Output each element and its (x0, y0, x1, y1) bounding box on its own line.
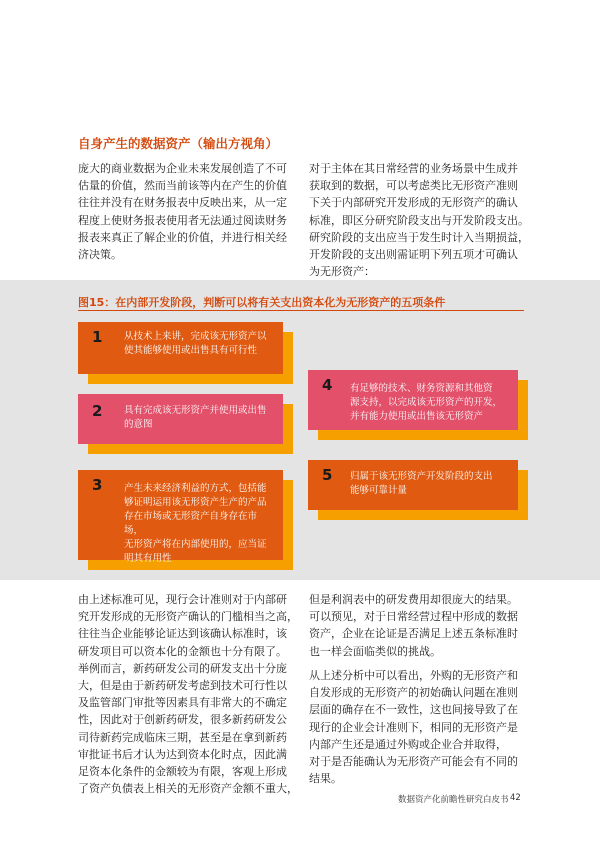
text-line: 为无形资产： (309, 265, 375, 279)
condition-text (124, 330, 271, 358)
condition-box-1 (78, 322, 283, 374)
left-column-bottom-paragraph (78, 591, 304, 797)
text-line: 审批证书后才认为达到资本化时点，因此满 (78, 747, 287, 761)
condition-box-2 (78, 394, 283, 444)
figure-title: 图15：在内部开发阶段，判断可以将有关支出资本化为无形资产的五项条件 (78, 296, 446, 309)
text-line: 举例而言，新药研发公司的研发支出十分庞 (78, 661, 287, 675)
section-heading: 自身产生的数据资产（输出方视角） (78, 136, 279, 151)
text-line: 但是利润表中的研发费用却很庞大的结果。 (309, 593, 518, 606)
text-line: 研发项目可以资本化的金额也十分有限了。 (78, 644, 287, 658)
text-line: 现行的企业会计准则下，相同的无形资产是 (309, 720, 518, 734)
text-line: 及监管部门审批等因素具有非常大的不确定 (78, 696, 287, 710)
text-line: 无形资产将在内部使用的，应当证 (124, 539, 267, 550)
text-line: 大，但是由于新药研发考虑到技术可行性以 (78, 679, 287, 693)
text-line: 够证明运用该无形资产生产的产品 (124, 497, 267, 508)
text-line: 内部产生还是通过外购或企业合并取得， (309, 737, 507, 751)
text-line: 司待新药完成临床三期，甚至是在拿到新药 (78, 730, 287, 744)
text-line: 源支持，以完成该无形资产的开发， (350, 397, 503, 408)
footer-title: 数据资产化前瞻性研究白皮书 (398, 795, 509, 805)
text-line: 产生未来经济利益的方式，包括能 (124, 483, 267, 494)
text-line: 获取到的数据，可以考虑类比无形资产准则 (309, 179, 518, 193)
text-line: 层面的确存在不一致性，这也间接导致了在 (309, 703, 518, 717)
condition-number: 3 (92, 476, 103, 494)
right-column-top-paragraph (309, 160, 535, 280)
text-line: 自发形成的无形资产的初始确认问题在准则 (309, 686, 518, 700)
text-line: 对于主体在其日常经营的业务场景中生成并 (309, 162, 518, 175)
text-line: 结果。 (309, 772, 342, 786)
text-line: 归属于该无形资产开发阶段的支出 (350, 471, 493, 482)
text-line: 也一样会面临类似的挑战。 (309, 644, 441, 658)
condition-box-3 (78, 470, 283, 564)
text-line: 济决策。 (78, 248, 122, 262)
text-line: 庞大的商业数据为企业未来发展创造了不可 (78, 162, 287, 175)
text-line: 究开发形成的无形资产确认的门槛相当之高， (78, 610, 298, 624)
condition-box-5 (308, 460, 518, 510)
text-line: 报表来真正了解企业的价值，并进行相关经 (78, 230, 287, 244)
text-line: 从上述分析中可以看出，外购的无形资产和 (309, 669, 518, 682)
text-line: 了资产负债表上相关的无形资产金额不重大， (78, 782, 298, 796)
text-line: 开发阶段的支出则需证明下列五项才可确认 (309, 248, 518, 262)
text-line: 从技术上来讲，完成该无形资产以 (124, 331, 267, 342)
condition-text (350, 470, 506, 498)
condition-box-4 (308, 370, 518, 430)
condition-number: 4 (322, 376, 333, 394)
text-line: 可以预见，对于日常经营过程中形成的数据 (309, 610, 518, 624)
text-line: 有足够的技术、财务资源和其他资 (350, 383, 493, 394)
text-line: 具有完成该无形资产并使用或出售 (124, 405, 267, 416)
text-line: 往往并没有在财务报表中反映出来，从一定 (78, 196, 287, 210)
text-line: 由上述标准可见，现行会计准则对于内部研 (78, 593, 287, 606)
text-line: 资产，企业在论证是否满足上述五条标准时 (309, 627, 518, 641)
condition-text (350, 382, 506, 424)
condition-text (124, 404, 271, 432)
condition-text (124, 482, 271, 566)
text-line: 性，因此对于创新药研发，很多新药研发公 (78, 713, 287, 727)
text-line: 的意图 (124, 419, 153, 430)
text-line: 标准，即区分研究阶段支出与开发阶段支出。 (309, 213, 529, 227)
page-number: 42 (510, 793, 521, 803)
text-line: 研究阶段的支出应当于发生时计入当期损益， (309, 230, 529, 244)
text-line: 足资本化条件的金额较为有限，客观上形成 (78, 765, 287, 779)
text-line: 明其有用性 (124, 553, 172, 564)
text-line: 并有能力使用或出售该无形资产 (350, 411, 484, 422)
figure-title-rule (78, 310, 524, 311)
text-line: 程度上使财务报表使用者无法通过阅读财务 (78, 213, 287, 227)
condition-number: 1 (92, 328, 103, 346)
text-line: 存在市场或无形资产自身存在市场， (124, 511, 258, 536)
text-line: 估量的价值，然而当前该等内在产生的价值 (78, 179, 287, 193)
condition-number: 5 (322, 466, 333, 484)
right-column-bottom-paragraph-2 (309, 667, 535, 787)
right-column-bottom-paragraph-1 (309, 591, 535, 660)
text-line: 往往当企业能够论证达到该确认标准时，该 (78, 627, 287, 641)
text-line: 使其能够使用或出售具有可行性 (124, 345, 258, 356)
left-column-top-paragraph (78, 160, 300, 263)
text-line: 能够可靠计量 (350, 485, 408, 496)
text-line: 对于是否能确认为无形资产可能会有不同的 (309, 755, 518, 769)
condition-number: 2 (92, 402, 103, 420)
text-line: 下关于内部研究开发形成的无形资产的确认 (309, 196, 518, 210)
